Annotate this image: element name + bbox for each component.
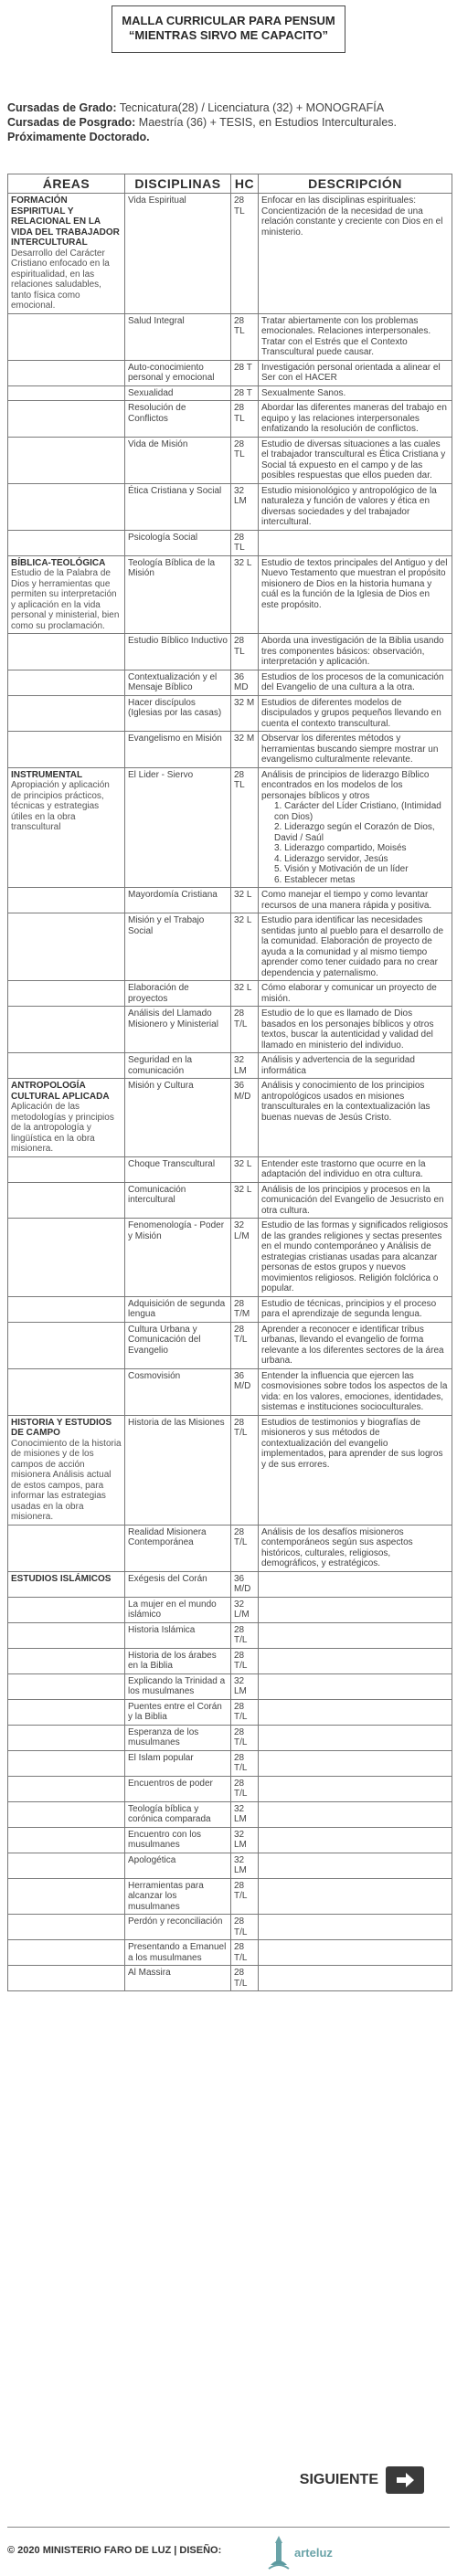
description-text: Análisis de principios de liderazgo Bíblico encontrados en los modelos de los personajes bíblicos y otros — [261, 769, 430, 801]
area-cell-continued — [8, 1622, 125, 1648]
discipline-name: Exégesis del Corán — [125, 1571, 231, 1597]
leadership-list-item: 6. Establecer metas — [274, 874, 356, 885]
discipline-name: Cultura Urbana y Comunicación del Evangelio — [125, 1322, 231, 1368]
discipline-description — [259, 530, 452, 555]
discipline-name: Historia de los árabes en la Biblia — [125, 1648, 231, 1673]
discipline-description — [259, 1415, 452, 1525]
description-text: Análisis y advertencia de la seguridad informática — [261, 1055, 415, 1076]
discipline-name: Comunicación intercultural — [125, 1182, 231, 1219]
table-row — [8, 1182, 452, 1219]
discipline-name: Misión y el Trabajo Social — [125, 913, 231, 981]
description-text: Sexualmente Sanos. — [261, 387, 346, 398]
table-row — [8, 194, 452, 314]
discipline-description — [259, 1725, 452, 1750]
discipline-description — [259, 1776, 452, 1801]
area-description: Apropiación y aplicación de principios prácticos, técnicas y estrategias útiles en la obra transcultural — [11, 780, 110, 832]
table-row — [8, 1368, 452, 1415]
header-hc: HC — [231, 174, 259, 194]
area-name: ESTUDIOS ISLÁMICOS — [11, 1573, 112, 1584]
table-row — [8, 1322, 452, 1368]
area-cell-continued — [8, 732, 125, 768]
area-name: HISTORIA Y ESTUDIOS DE CAMPO — [11, 1417, 112, 1438]
arrow-right-icon — [386, 2466, 424, 2494]
hours-credits: 32 L — [231, 555, 259, 634]
description-text: Estudios de testimonios y biografías de misioneros y sus métodos de contextualización del evangelio implementados, para aprender de sus logros y de sus errores. — [261, 1417, 443, 1470]
area-cell-continued — [8, 385, 125, 401]
area-description: Estudio de la Palabra de Dios y herramientas que permiten su interpretación y aplicación en la vida personal y ministerial, bien como su proclamación. — [11, 568, 120, 631]
hours-credits: 28 T/L — [231, 1878, 259, 1915]
discipline-description — [259, 1915, 452, 1940]
discipline-description — [259, 1156, 452, 1182]
discipline-description — [259, 1079, 452, 1157]
discipline-name: Realidad Misionera Contemporánea — [125, 1525, 231, 1571]
discipline-name: Historia Islámica — [125, 1622, 231, 1648]
posgrado-value: Maestría (36) + TESIS, en Estudios Interculturales. — [135, 116, 397, 129]
description-text: Tratar abiertamente con los problemas emocionales. Relaciones interpersonales. Tratar con el Estrés que el Contexto Transcultural puede causar. — [261, 315, 431, 357]
discipline-description — [259, 313, 452, 360]
table-row — [8, 437, 452, 483]
area-cell-continued — [8, 483, 125, 530]
page-title-line1: MALLA CURRICULAR PARA PENSUM — [122, 14, 335, 27]
discipline-name: Herramientas para alcanzar los musulmanes — [125, 1878, 231, 1915]
discipline-name: Cosmovisión — [125, 1368, 231, 1415]
doctorado-note: Próximamente Doctorado. — [7, 131, 150, 143]
table-row — [8, 1648, 452, 1673]
discipline-description — [259, 1801, 452, 1827]
table-row — [8, 1571, 452, 1597]
discipline-description — [259, 1827, 452, 1853]
description-text: Como manejar el tiempo y como levantar recursos de una manera rápida y positiva. — [261, 890, 432, 911]
area-cell-continued — [8, 1182, 125, 1219]
grado-label: Cursadas de Grado: — [7, 101, 117, 114]
table-row — [8, 670, 452, 695]
description-text: Aprender a reconocer e identificar tribus urbanas, llevando el evangelio de forma relevante a los diferentes sectores de la área urbana. — [261, 1324, 444, 1366]
area-cell-continued — [8, 1296, 125, 1322]
hours-credits: 28 T/L — [231, 1415, 259, 1525]
area-cell-continued — [8, 313, 125, 360]
leadership-list-item: 4. Liderazgo servidor, Jesús — [274, 853, 388, 864]
discipline-description — [259, 1296, 452, 1322]
table-row — [8, 1878, 452, 1915]
discipline-name: Estudio Bíblico Inductivo — [125, 634, 231, 670]
discipline-name: Evangelismo en Misión — [125, 732, 231, 768]
discipline-description — [259, 1940, 452, 1966]
discipline-name: El Lider - Siervo — [125, 767, 231, 888]
title-box — [112, 5, 345, 53]
table-row — [8, 1156, 452, 1182]
discipline-description — [259, 888, 452, 913]
hours-credits: 28 T — [231, 385, 259, 401]
discipline-description — [259, 1322, 452, 1368]
discipline-description — [259, 401, 452, 438]
hours-credits: 28 T/L — [231, 1776, 259, 1801]
area-cell-continued — [8, 1673, 125, 1699]
description-text: Observar los diferentes métodos y herramientas buscando siempre mostrar un evangelismo culturalmente relevante. — [261, 734, 439, 765]
curriculum-table — [7, 174, 452, 1991]
header-disciplinas: DISCIPLINAS — [125, 174, 231, 194]
hours-credits: 32 L — [231, 888, 259, 913]
description-text: Análisis de los principios y procesos en la comunicación del Evangelio de Jesucristo en otra cultura. — [261, 1184, 444, 1216]
description-text: Estudio de diversas situaciones a las cuales el trabajador transcultural es Ética Cristiana y Social tá expuesto en el campo y de las posibles respuestas que ellos pueden dar. — [261, 438, 446, 480]
table-row — [8, 1915, 452, 1940]
area-cell — [8, 555, 125, 634]
hours-credits: 36 MD — [231, 670, 259, 695]
hours-credits: 32 M — [231, 732, 259, 768]
area-cell-continued — [8, 1219, 125, 1297]
table-row — [8, 1673, 452, 1699]
footer-divider — [7, 2527, 450, 2528]
table-row — [8, 401, 452, 438]
discipline-description — [259, 483, 452, 530]
area-cell-continued — [8, 1776, 125, 1801]
discipline-description — [259, 1597, 452, 1622]
hours-credits: 36 M/D — [231, 1571, 259, 1597]
table-row — [8, 767, 452, 888]
area-cell-continued — [8, 530, 125, 555]
discipline-name: Fenomenología - Poder y Misión — [125, 1219, 231, 1297]
discipline-description — [259, 1673, 452, 1699]
discipline-name: La mujer en el mundo islámico — [125, 1597, 231, 1622]
discipline-name: Vida de Misión — [125, 437, 231, 483]
area-cell-continued — [8, 670, 125, 695]
discipline-description — [259, 913, 452, 981]
header-descripcion: DESCRIPCIÓN — [259, 174, 452, 194]
discipline-name: Mayordomía Cristiana — [125, 888, 231, 913]
table-row — [8, 1725, 452, 1750]
discipline-name: Resolución de Conflictos — [125, 401, 231, 438]
table-row — [8, 913, 452, 981]
page-title-line2: “MIENTRAS SIRVO ME CAPACITO” — [128, 28, 329, 42]
hours-credits: 32 LM — [231, 483, 259, 530]
discipline-name: Teología bíblica y corónica comparada — [125, 1801, 231, 1827]
discipline-name: Historia de las Misiones — [125, 1415, 231, 1525]
hours-credits: 32 M — [231, 695, 259, 732]
hours-credits: 32 LM — [231, 1853, 259, 1878]
discipline-name: Auto-conocimiento personal y emocional — [125, 360, 231, 385]
area-cell-continued — [8, 634, 125, 670]
description-text: Abordar las diferentes maneras del trabajo en equipo y las relaciones interpersonales enfatizando la resolución de conflictos. — [261, 403, 447, 434]
hours-credits: 36 M/D — [231, 1368, 259, 1415]
area-cell-continued — [8, 401, 125, 438]
area-cell-continued — [8, 981, 125, 1007]
hours-credits: 32 L — [231, 981, 259, 1007]
area-name: BÍBLICA-TEOLÓGICA — [11, 557, 106, 568]
discipline-name: Psicología Social — [125, 530, 231, 555]
lighthouse-icon — [267, 2534, 291, 2571]
table-row — [8, 530, 452, 555]
table-row — [8, 1622, 452, 1648]
discipline-description — [259, 1368, 452, 1415]
table-row — [8, 1219, 452, 1297]
table-row — [8, 981, 452, 1007]
hours-credits: 28 T/L — [231, 1915, 259, 1940]
hours-credits: 28 T/L — [231, 1622, 259, 1648]
next-button[interactable] — [300, 2466, 424, 2494]
discipline-name: Adquisición de segunda lengua — [125, 1296, 231, 1322]
discipline-name: Apologética — [125, 1853, 231, 1878]
discipline-name: Encuentros de poder — [125, 1776, 231, 1801]
area-description: Aplicación de las metodologías y principios de la antropología y lingüística en la obra misionera. — [11, 1102, 114, 1154]
hours-credits: 32 L — [231, 913, 259, 981]
logo-text: arteluz — [294, 2545, 333, 2560]
description-text: Entender este trastorno que ocurre en la adaptación del individuo en otra cultura. — [261, 1158, 426, 1179]
discipline-name: Vida Espiritual — [125, 194, 231, 314]
hours-credits: 32 L/M — [231, 1219, 259, 1297]
description-text: Análisis y conocimiento de los principios antropológicos usados en misiones transculturales en la contextualización las buenas nuevas de Jesús Cristo. — [261, 1081, 430, 1123]
hours-credits: 28 T/L — [231, 1699, 259, 1725]
hours-credits: 28 T/L — [231, 1750, 259, 1776]
area-cell-continued — [8, 913, 125, 981]
area-cell-continued — [8, 1827, 125, 1853]
description-text: Investigación personal orientada a alinear el Ser con el HACER — [261, 362, 441, 383]
description-text: Estudios de los procesos de la comunicación del Evangelio de una cultura a la otra. — [261, 671, 444, 692]
discipline-name: Esperanza de los musulmanes — [125, 1725, 231, 1750]
arteluz-logo — [267, 2534, 333, 2571]
table-row — [8, 313, 452, 360]
area-cell-continued — [8, 1853, 125, 1878]
discipline-name: Sexualidad — [125, 385, 231, 401]
discipline-description — [259, 767, 452, 888]
area-cell — [8, 767, 125, 888]
header-areas: ÁREAS — [8, 174, 125, 194]
hours-credits: 32 L — [231, 1156, 259, 1182]
area-cell-continued — [8, 888, 125, 913]
discipline-description — [259, 695, 452, 732]
area-description: Conocimiento de la historia de misiones y de los campos de acción misionera Análisis actual de estos campos, para informar las estrategias usadas en la obra misionera. — [11, 1438, 122, 1522]
discipline-name: Elaboración de proyectos — [125, 981, 231, 1007]
grado-value: Tecnicatura(28) / Licenciatura (32) + MONOGRAFÍA — [116, 101, 385, 114]
description-text: Estudios de diferentes modelos de discipulados y grupos pequeños llevando en cuenta el contexto transcultural. — [261, 697, 441, 729]
area-cell-continued — [8, 437, 125, 483]
discipline-description — [259, 1053, 452, 1079]
description-text: Entender la influencia que ejercen las cosmovisiones sobre todos los aspectos de la vida: en los valores, emociones, identidades, sistemas e instituciones socioculturales. — [261, 1370, 448, 1412]
area-cell-continued — [8, 1007, 125, 1053]
area-cell-continued — [8, 1053, 125, 1079]
discipline-description — [259, 1007, 452, 1053]
discipline-name: El Islam popular — [125, 1750, 231, 1776]
discipline-description — [259, 1878, 452, 1915]
table-row — [8, 1053, 452, 1079]
discipline-name: Choque Transcultural — [125, 1156, 231, 1182]
hours-credits: 28 TL — [231, 530, 259, 555]
area-cell-continued — [8, 1699, 125, 1725]
discipline-description — [259, 360, 452, 385]
description-text: Estudio de lo que es llamado de Dios basados en los personajes bíblicos y otros textos, buscar la autenticidad y validad del llamado en ministerio del individuo. — [261, 1008, 434, 1050]
hours-credits: 28 TL — [231, 634, 259, 670]
discipline-name: Al Massira — [125, 1966, 231, 1991]
table-row — [8, 555, 452, 634]
leadership-list-item: 1. Carácter del Líder Cristiano, (Intimidad con Dios) — [274, 801, 441, 822]
hours-credits: 28 TL — [231, 437, 259, 483]
table-row — [8, 1750, 452, 1776]
discipline-description — [259, 555, 452, 634]
description-text: Estudio de técnicas, principios y el proceso para el aprendizaje de segunda lengua. — [261, 1298, 437, 1319]
discipline-name: Explicando la Trinidad a los musulmanes — [125, 1673, 231, 1699]
area-cell — [8, 1415, 125, 1525]
hours-credits: 28 T/L — [231, 1725, 259, 1750]
area-cell-continued — [8, 1878, 125, 1915]
area-cell-continued — [8, 1525, 125, 1571]
hours-credits: 28 T/M — [231, 1296, 259, 1322]
discipline-name: Hacer discípulos (Iglesias por las casas) — [125, 695, 231, 732]
leadership-list-item: 2. Liderazgo según el Corazón de Dios, David / Saúl — [274, 822, 435, 843]
table-row — [8, 1525, 452, 1571]
area-cell-continued — [8, 1966, 125, 1991]
hours-credits: 32 LM — [231, 1053, 259, 1079]
table-row — [8, 360, 452, 385]
discipline-name: Salud Integral — [125, 313, 231, 360]
description-text: Cómo elaborar y comunicar un proyecto de misión. — [261, 983, 437, 1004]
discipline-description — [259, 1182, 452, 1219]
table-row — [8, 1827, 452, 1853]
hours-credits: 32 LM — [231, 1801, 259, 1827]
area-cell-continued — [8, 1915, 125, 1940]
discipline-name: Presentando a Emanuel a los musulmanes — [125, 1940, 231, 1966]
table-row — [8, 732, 452, 768]
discipline-description — [259, 1750, 452, 1776]
description-text: Estudio misionológico y antropológico de la naturaleza y función de valores y ética en diversas sociedades y del trabajador intercultural. — [261, 485, 437, 527]
area-name: FORMACIÓN ESPIRITUAL Y RELACIONAL EN LA VIDA DEL TRABAJADOR INTERCULTURAL — [11, 195, 120, 248]
hours-credits: 32 LM — [231, 1827, 259, 1853]
description-text: Estudio para identificar las necesidades sentidas junto al pueblo para el desarrollo de la comunidad. Elaboración de proyecto de ayuda a la comunidad y al mismo tiempo aprender como tener cuidado para no crear dependencia y paternalismo. — [261, 915, 444, 978]
table-row — [8, 1415, 452, 1525]
table-row — [8, 1597, 452, 1622]
curriculum-body — [8, 194, 452, 1991]
hours-credits: 28 T/L — [231, 1940, 259, 1966]
discipline-name: Encuentro con los musulmanes — [125, 1827, 231, 1853]
discipline-description — [259, 1699, 452, 1725]
area-cell-continued — [8, 360, 125, 385]
area-cell-continued — [8, 1368, 125, 1415]
area-cell-continued — [8, 1725, 125, 1750]
hours-credits: 28 TL — [231, 401, 259, 438]
area-cell-continued — [8, 1322, 125, 1368]
hours-credits: 32 LM — [231, 1673, 259, 1699]
area-cell — [8, 1079, 125, 1157]
discipline-name: Puentes entre el Corán y la Biblia — [125, 1699, 231, 1725]
table-row — [8, 1296, 452, 1322]
table-row — [8, 1699, 452, 1725]
table-header-row — [8, 174, 452, 194]
table-row — [8, 1079, 452, 1157]
discipline-name: Análisis del Llamado Misionero y Ministerial — [125, 1007, 231, 1053]
discipline-description — [259, 1219, 452, 1297]
hours-credits: 28 T/L — [231, 1322, 259, 1368]
area-cell-continued — [8, 1156, 125, 1182]
discipline-description — [259, 1525, 452, 1571]
hours-credits: 28 TL — [231, 767, 259, 888]
posgrado-label: Cursadas de Posgrado: — [7, 116, 136, 129]
discipline-name: Teología Bíblica de la Misión — [125, 555, 231, 634]
area-cell — [8, 1571, 125, 1597]
discipline-description — [259, 981, 452, 1007]
hours-credits: 28 T — [231, 360, 259, 385]
hours-credits: 32 L — [231, 1182, 259, 1219]
area-cell-continued — [8, 1597, 125, 1622]
next-label: SIGUIENTE — [299, 2472, 378, 2487]
area-cell-continued — [8, 1801, 125, 1827]
area-name: INSTRUMENTAL — [11, 769, 83, 780]
hours-credits: 28 T/L — [231, 1007, 259, 1053]
discipline-description — [259, 732, 452, 768]
discipline-name: Perdón y reconciliación — [125, 1915, 231, 1940]
hours-credits: 28 T/L — [231, 1966, 259, 1991]
table-row — [8, 888, 452, 913]
discipline-description — [259, 1853, 452, 1878]
discipline-description — [259, 670, 452, 695]
description-text: Análisis de los desafíos misioneros contemporáneos según sus aspectos históricos, culturales, religiosos, demográficos, y estratégicos. — [261, 1526, 413, 1568]
discipline-description — [259, 1571, 452, 1597]
discipline-description — [259, 634, 452, 670]
footer-copyright: © 2020 MINISTERIO FARO DE LUZ | DISEÑO: — [7, 2545, 222, 2556]
discipline-name: Contextualización y el Mensaje Bíblico — [125, 670, 231, 695]
description-text: Aborda una investigación de la Biblia usando tres componentes básicos: observación, interpretación y aplicación. — [261, 636, 444, 667]
table-row — [8, 1853, 452, 1878]
table-row — [8, 634, 452, 670]
discipline-description — [259, 437, 452, 483]
table-row — [8, 1801, 452, 1827]
discipline-description — [259, 1648, 452, 1673]
hours-credits: 28 T/L — [231, 1525, 259, 1571]
table-row — [8, 1007, 452, 1053]
area-cell-continued — [8, 1940, 125, 1966]
discipline-description — [259, 194, 452, 314]
hours-credits: 28 T/L — [231, 1648, 259, 1673]
table-row — [8, 483, 452, 530]
area-cell-continued — [8, 695, 125, 732]
hours-credits: 32 L/M — [231, 1597, 259, 1622]
area-cell-continued — [8, 1750, 125, 1776]
description-text: Estudio de textos principales del Antiguo y del Nuevo Testamento que muestran el propósito misionero de Dios en la historia humana y cuál es la función de la Iglesia de Dios en este propósito. — [261, 557, 448, 610]
hours-credits: 28 TL — [231, 313, 259, 360]
area-cell — [8, 194, 125, 314]
description-text: Estudio de las formas y significados religiosos de las grandes religiones y sectas presentes en el mundo contemporáneo y Análisis de estrategias cristianas usadas para alcanzar personas de estos grupos y nuevos movimientos religiosos. Religión folclórica o popular. — [261, 1220, 448, 1293]
intro-block — [7, 100, 453, 144]
table-row — [8, 1776, 452, 1801]
area-cell-continued — [8, 1648, 125, 1673]
discipline-description — [259, 1622, 452, 1648]
description-text: Enfocar en las disciplinas espirituales: Concientización de la necesidad de una relación constante y creciente con Dios en el ministerio. — [261, 195, 443, 238]
hours-credits: 28 TL — [231, 194, 259, 314]
area-description: Desarrollo del Carácter Cristiano enfocado en la espiritualidad, en las relaciones saludables, tanto física como emocional. — [11, 248, 110, 311]
area-name: ANTROPOLOGÍA CULTURAL APLICADA — [11, 1081, 110, 1102]
hours-credits: 36 M/D — [231, 1079, 259, 1157]
discipline-description — [259, 1966, 452, 1991]
discipline-name: Ética Cristiana y Social — [125, 483, 231, 530]
table-row — [8, 695, 452, 732]
leadership-list-item: 3. Liderazgo compartido, Moisés — [274, 843, 407, 853]
discipline-name: Misión y Cultura — [125, 1079, 231, 1157]
discipline-description — [259, 385, 452, 401]
leadership-list-item: 5. Visión y Motivación de un líder — [274, 864, 409, 874]
table-row — [8, 385, 452, 401]
table-row — [8, 1966, 452, 1991]
discipline-name: Seguridad en la comunicación — [125, 1053, 231, 1079]
table-row — [8, 1940, 452, 1966]
